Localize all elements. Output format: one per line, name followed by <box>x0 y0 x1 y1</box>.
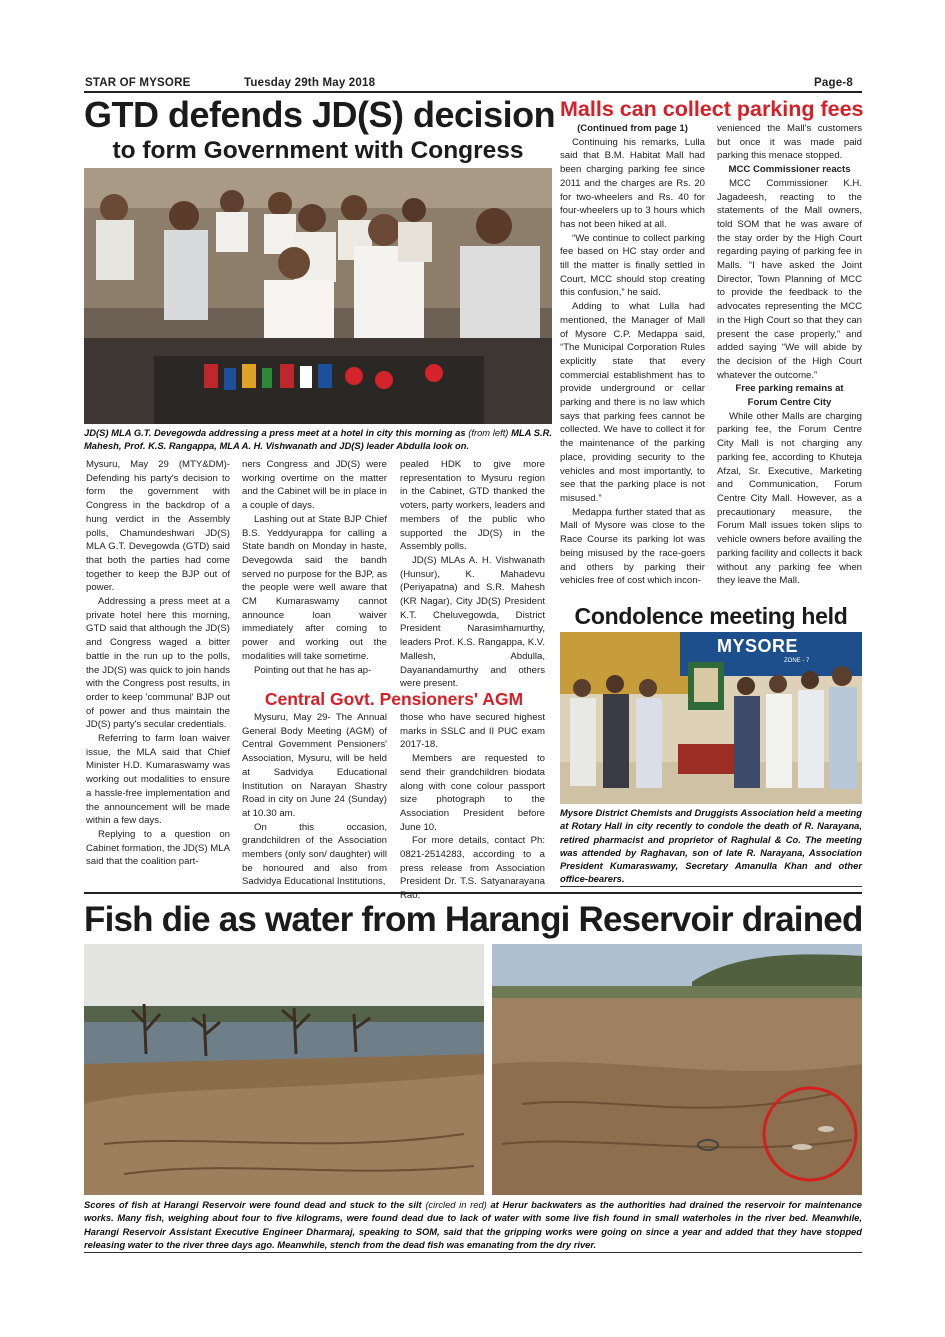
press-meet-illustration <box>84 168 552 424</box>
gtd-col1-para: Replying to a question on Cabinet formation, the JD(S) MLA said that the coalition part- <box>86 828 230 868</box>
condolence-illustration <box>560 632 862 804</box>
issue-date: Tuesday 29th May 2018 <box>244 77 376 89</box>
pensioners-col1-para: Mysuru, May 29- The Annual General Body Meeting (AGM) of Central Government Pensioners' Association, Mysuru, will be held at Sadvidya Educational Institution on Narayan Shastry Road in city on June 24 (Sunday) at 10.30 am. <box>242 712 387 819</box>
pensioners-column-2 <box>400 711 545 903</box>
gtd-headline-line2: to form Government with Congress <box>112 137 524 164</box>
rotary-sign-zone: ZONE - 7 <box>784 658 810 664</box>
gtd-col1-para: Addressing a press meet at a private hotel here this morning, GTD said that although the JD(S) and Congress waged a bitter battle in the run up to the polls, the JD(S) was quick to join hands with the Congress post results, in order to keep 'communal' BJP out of power and thus maintain the JD(S) party's secular credentials. <box>86 596 230 731</box>
fish-top-rule <box>84 892 862 894</box>
gtd-headline-line1: GTD defends JD(S) decision <box>84 94 556 135</box>
free-parking-subhead-2: Forum Centre City <box>747 397 832 409</box>
pensioners-col2-para: Members are requested to send their grandchildren biodata along with cone colour passport size photograph to the Association President before June 10. <box>400 753 545 833</box>
gtd-photo-caption <box>84 426 552 453</box>
fish-bottom-rule <box>84 1252 862 1253</box>
malls-col1-para: “We continue to collect parking fee based on HC stay order and till the matter is finally settled in Court, MCC should stop creating this confusion,” he said. <box>560 232 705 299</box>
gtd-col2-para: ners Congress and JD(S) were working overtime on the matter and the Cabinet will be in place in a couple of days. <box>242 459 387 512</box>
malls-col1-para: Continuing his remarks, Lulla said that B.M. Habitat Mall had been charging parking fee since 2011 and the charges are Rs. 20 for two-wheelers and Rs. 40 for four-wheelers up to 3 hours which has not been hiked at all. <box>560 136 705 230</box>
reservoir-left-illustration <box>84 944 484 1195</box>
gtd-col3-para: pealed HDK to give more representation to Mysuru region in the Cabinet, GTD thanked the voters, party workers, leaders and members of the public who supported the JD(S) in the Assembly polls. <box>400 459 545 553</box>
gtd-col2-para: Pointing out that he has ap- <box>254 664 372 676</box>
gtd-column-1 <box>86 458 230 869</box>
fish-headline: Fish die as water from Harangi Reservoir drained <box>84 900 863 939</box>
pensioners-col1-para: On this occasion, grandchildren of the Association members (only son/ daughter) will be honoured and also from Sadvidya Educational Institutions, <box>242 821 387 888</box>
malls-column-1 <box>560 122 705 588</box>
gtd-col1-para: Mysuru, May 29 (MTY&DM)- Defending his party's decision to form the government with Congress in the backdrop of a hung verdict in the Assembly polls, Chamundeshwari JD(S) MLA G.T. Devegowda (GTD) said that both the parties had come together to keep the BJP out of power. <box>86 459 230 594</box>
gtd-column-3 <box>400 458 545 691</box>
rotary-sign: MYSORE <box>717 636 799 656</box>
condolence-headline: Condolence meeting held <box>574 603 848 629</box>
malls-col2-para: venienced the Mall's customers but once it was made paid parking this menace stopped. <box>717 123 862 162</box>
fish-caption-circled: (circled in red) <box>425 1199 487 1210</box>
fish-caption-text-1: Scores of fish at Harangi Reservoir were found dead and stuck to the silt <box>84 1199 426 1210</box>
pensioners-col2-para: For more details, contact Ph: 0821-2514283, according to a press release from Association President Dr. T.S. Satyanarayana Rao. <box>400 835 545 902</box>
malls-col1-para: Medappa further stated that as Mall of Mysore was close to the Race Course its parking lot was being misused by the race-goers and others by parking their vehicles free of cost which incon- <box>560 506 705 587</box>
gtd-press-meet-photo <box>84 168 552 424</box>
malls-headline: Malls can collect parking fees <box>560 97 864 121</box>
pensioners-column-1 <box>242 711 387 889</box>
gtd-col1-para: Referring to farm loan waiver issue, the MLA said that Chief Minister H.D. Kumaraswamy was working out modalities to ensure a hassle-free implementation and the announcement will be made within a few days. <box>86 733 230 827</box>
fish-caption <box>84 1198 862 1251</box>
condolence-photo <box>560 632 862 804</box>
mcc-subhead: MCC Commissioner reacts <box>728 164 851 176</box>
malls-column-2 <box>717 122 862 588</box>
malls-col2-para: While other Malls are charging parking fee, the Forum Centre City Mall is not charging any parking fee, according to Khuteja Afzal, Sr. Executive, Marketing and Communication, Forum Centre City Mall. However, as a precautionary measure, the Forum Mall issues token slips to vehicle owners before availing the parking facility and collects it back without any parking fee when they leave the Mall. <box>717 410 862 587</box>
pensioners-col2-para: those who have secured highest marks in SSLC and II PUC exam 2017-18. <box>400 712 545 751</box>
malls-continued: (Continued from page 1) <box>577 123 688 134</box>
reservoir-right-illustration <box>492 944 862 1195</box>
pensioners-headline: Central Govt. Pensioners' AGM <box>264 689 524 709</box>
gtd-col2-para: Lashing out at State BJP Chief B.S. Yeddyurappa for calling a State bandh on Monday in haste, Devegowda said the bandh served no purpose for the BJP, as the people were well aware that CM Kumaraswamy cannot announce loan waiver immediately after coming to power and working out the modalities will take sometime. <box>242 513 387 662</box>
fish-caption-text-2: at Herur backwaters as the authorities had drained the reservoir for maintenance works. Many fish, weighing about four to five kilograms, were found dead due to lack of water with some live fish found in small waterholes in the river bed. Meanwhile, Harangi Reservoir Assistant Executive Engineer Dharmaraj, speaking to SOM, said that the gripping works were going on since a year and added that they have stopped releasing water to the river three days ago. Meanwhile, stench from the dead fish was emanating from the dry river. <box>84 1199 863 1250</box>
gtd-caption-from-left: (from left) <box>468 427 509 438</box>
page-number: Page-8 <box>814 77 853 89</box>
free-parking-subhead-1: Free parking remains at <box>735 383 844 395</box>
malls-col1-para: Adding to what Lulla had mentioned, the Manager of Mall of Mysore C.P. Medappa said, “The Municipal Corporation Rules explicitly state that every commercial establishment has to provide underground or cellar parking and there is no law which says that parking fees cannot be collected. We have to collect it for the maintenance of the parking place, providing security to the vehicles and most importantly, to see that the parking place is not misused.” <box>560 301 705 504</box>
harangi-photo-right <box>492 944 862 1195</box>
gtd-col3-para: JD(S) MLAs A. H. Vishwanath (Hunsur), K. Mahadevu (Periyapatna) and S.R. Mahesh (KR Nagar), City JD(S) President K.T. Cheluvegowda, District President Narasimhamurthy, leaders Prof. K.S. Rangappa, K.V. Mallesh, Abdulla, Dayanandamurthy and others were present. <box>400 554 545 690</box>
gtd-column-2 <box>242 458 387 677</box>
condolence-bottom-rule <box>560 886 862 887</box>
paper-name: STAR OF MYSORE <box>85 77 191 89</box>
harangi-photo-left <box>84 944 484 1195</box>
condolence-caption: Mysore District Chemists and Druggists Association held a meeting at Rotary Hall in city recently to condole the death of R. Narayana, retired pharmacist and proprietor of Raghulal & Co. The meeting was attended by Raghavan, son of late R. Narayana, Association President Kumaraswamy, Secretary Amanulla Khan and other office-bearers. <box>560 807 862 885</box>
gtd-caption-text-2: MLA S.R. Mahesh, Prof. K.S. Rangappa, MLA A. H. Vishwanath and JD(S) leader Abdulla look on. <box>84 427 553 452</box>
malls-col2-para: MCC Commissioner K.H. Jagadeesh, reacting to the statements of the Mall owners, told SOM that he was aware of the stay order by the High Court regarding paying of parking fee in Malls. “I have asked the Joint Director, Town Planning of MCC to provide the feedback to the advocates representing the MCC in the High Court so that they can present the case properly,” and added saying “We will abide by the decision of the High Court whatever the outcome.” <box>717 177 862 381</box>
gtd-caption-text-1: JD(S) MLA G.T. Devegowda addressing a press meet at a hotel in city this morning as <box>84 427 469 438</box>
masthead-rule <box>84 91 862 93</box>
